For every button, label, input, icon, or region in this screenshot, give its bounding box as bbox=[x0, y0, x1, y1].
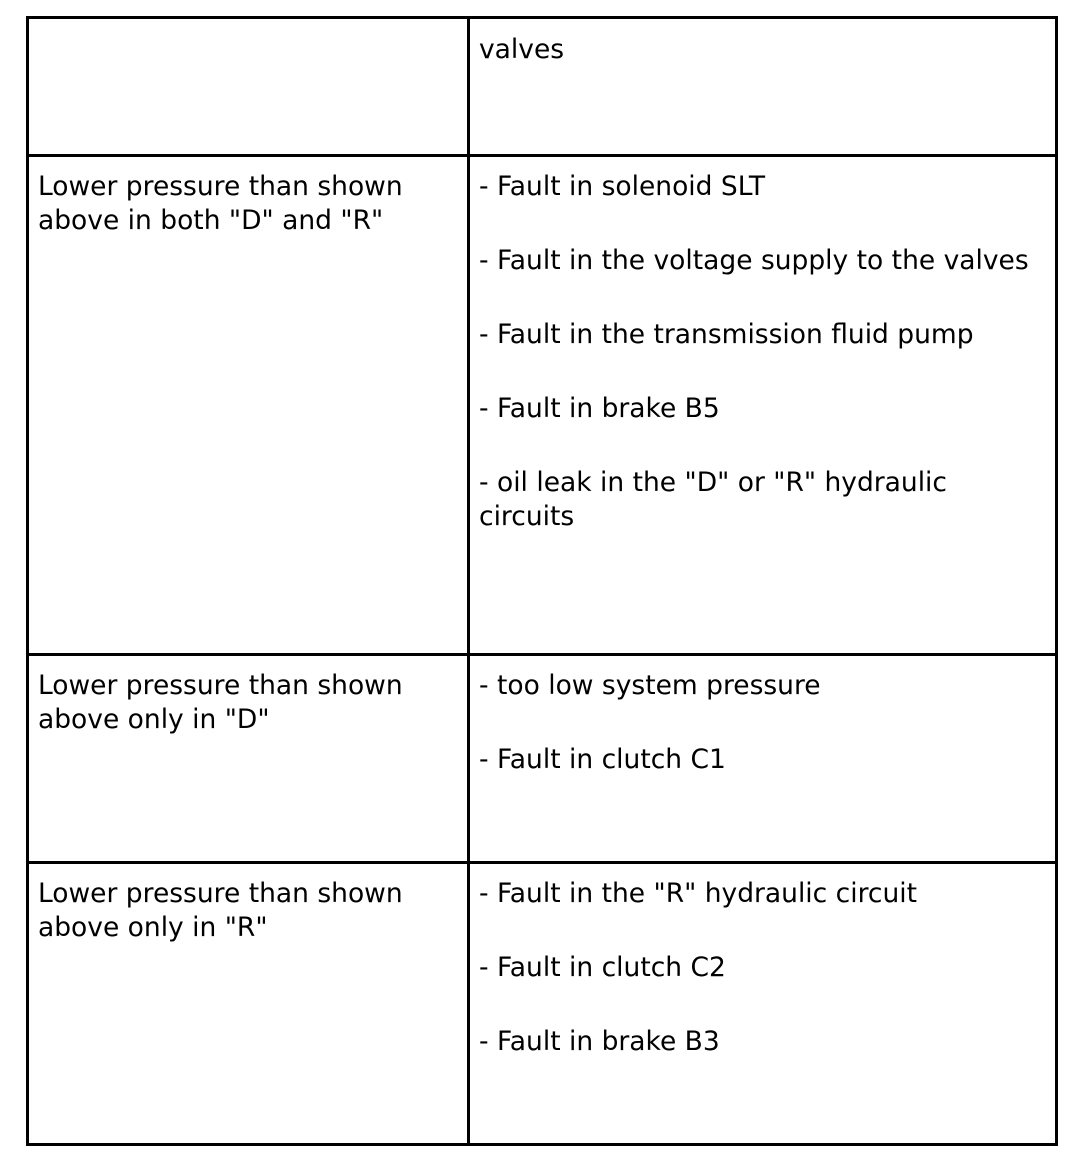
diagnosis-table bbox=[26, 16, 1058, 1146]
cause-item: - Fault in solenoid SLT bbox=[479, 171, 766, 202]
cause-item: - Fault in brake B3 bbox=[479, 1026, 720, 1057]
table-row bbox=[28, 863, 1057, 1145]
causes-cell bbox=[469, 863, 1057, 1145]
cause-item: valves bbox=[479, 34, 565, 65]
cause-item: - Fault in brake B5 bbox=[479, 393, 720, 424]
symptom-cell bbox=[28, 655, 469, 863]
symptom-text: Lower pressure than shown above only in "R" bbox=[38, 878, 403, 943]
table-row bbox=[28, 655, 1057, 863]
cause-item: - Fault in the voltage supply to the valves bbox=[479, 245, 1029, 276]
table-row bbox=[28, 156, 1057, 655]
table-row bbox=[28, 18, 1057, 156]
cause-item: - too low system pressure bbox=[479, 670, 821, 701]
symptom-cell bbox=[28, 863, 469, 1145]
cause-item: - oil leak in the "D" or "R" hydraulic circuits bbox=[479, 467, 947, 532]
causes-cell bbox=[469, 18, 1057, 156]
cause-item: - Fault in clutch C1 bbox=[479, 744, 726, 775]
causes-cell bbox=[469, 655, 1057, 863]
symptom-cell bbox=[28, 156, 469, 655]
symptom-text: Lower pressure than shown above only in "D" bbox=[38, 670, 403, 735]
cause-item: - Fault in clutch C2 bbox=[479, 952, 726, 983]
symptom-cell bbox=[28, 18, 469, 156]
cause-item: - Fault in the transmission fluid pump bbox=[479, 319, 974, 350]
symptom-text: Lower pressure than shown above in both "D" and "R" bbox=[38, 171, 403, 236]
cause-item: - Fault in the "R" hydraulic circuit bbox=[479, 878, 918, 909]
causes-cell bbox=[469, 156, 1057, 655]
